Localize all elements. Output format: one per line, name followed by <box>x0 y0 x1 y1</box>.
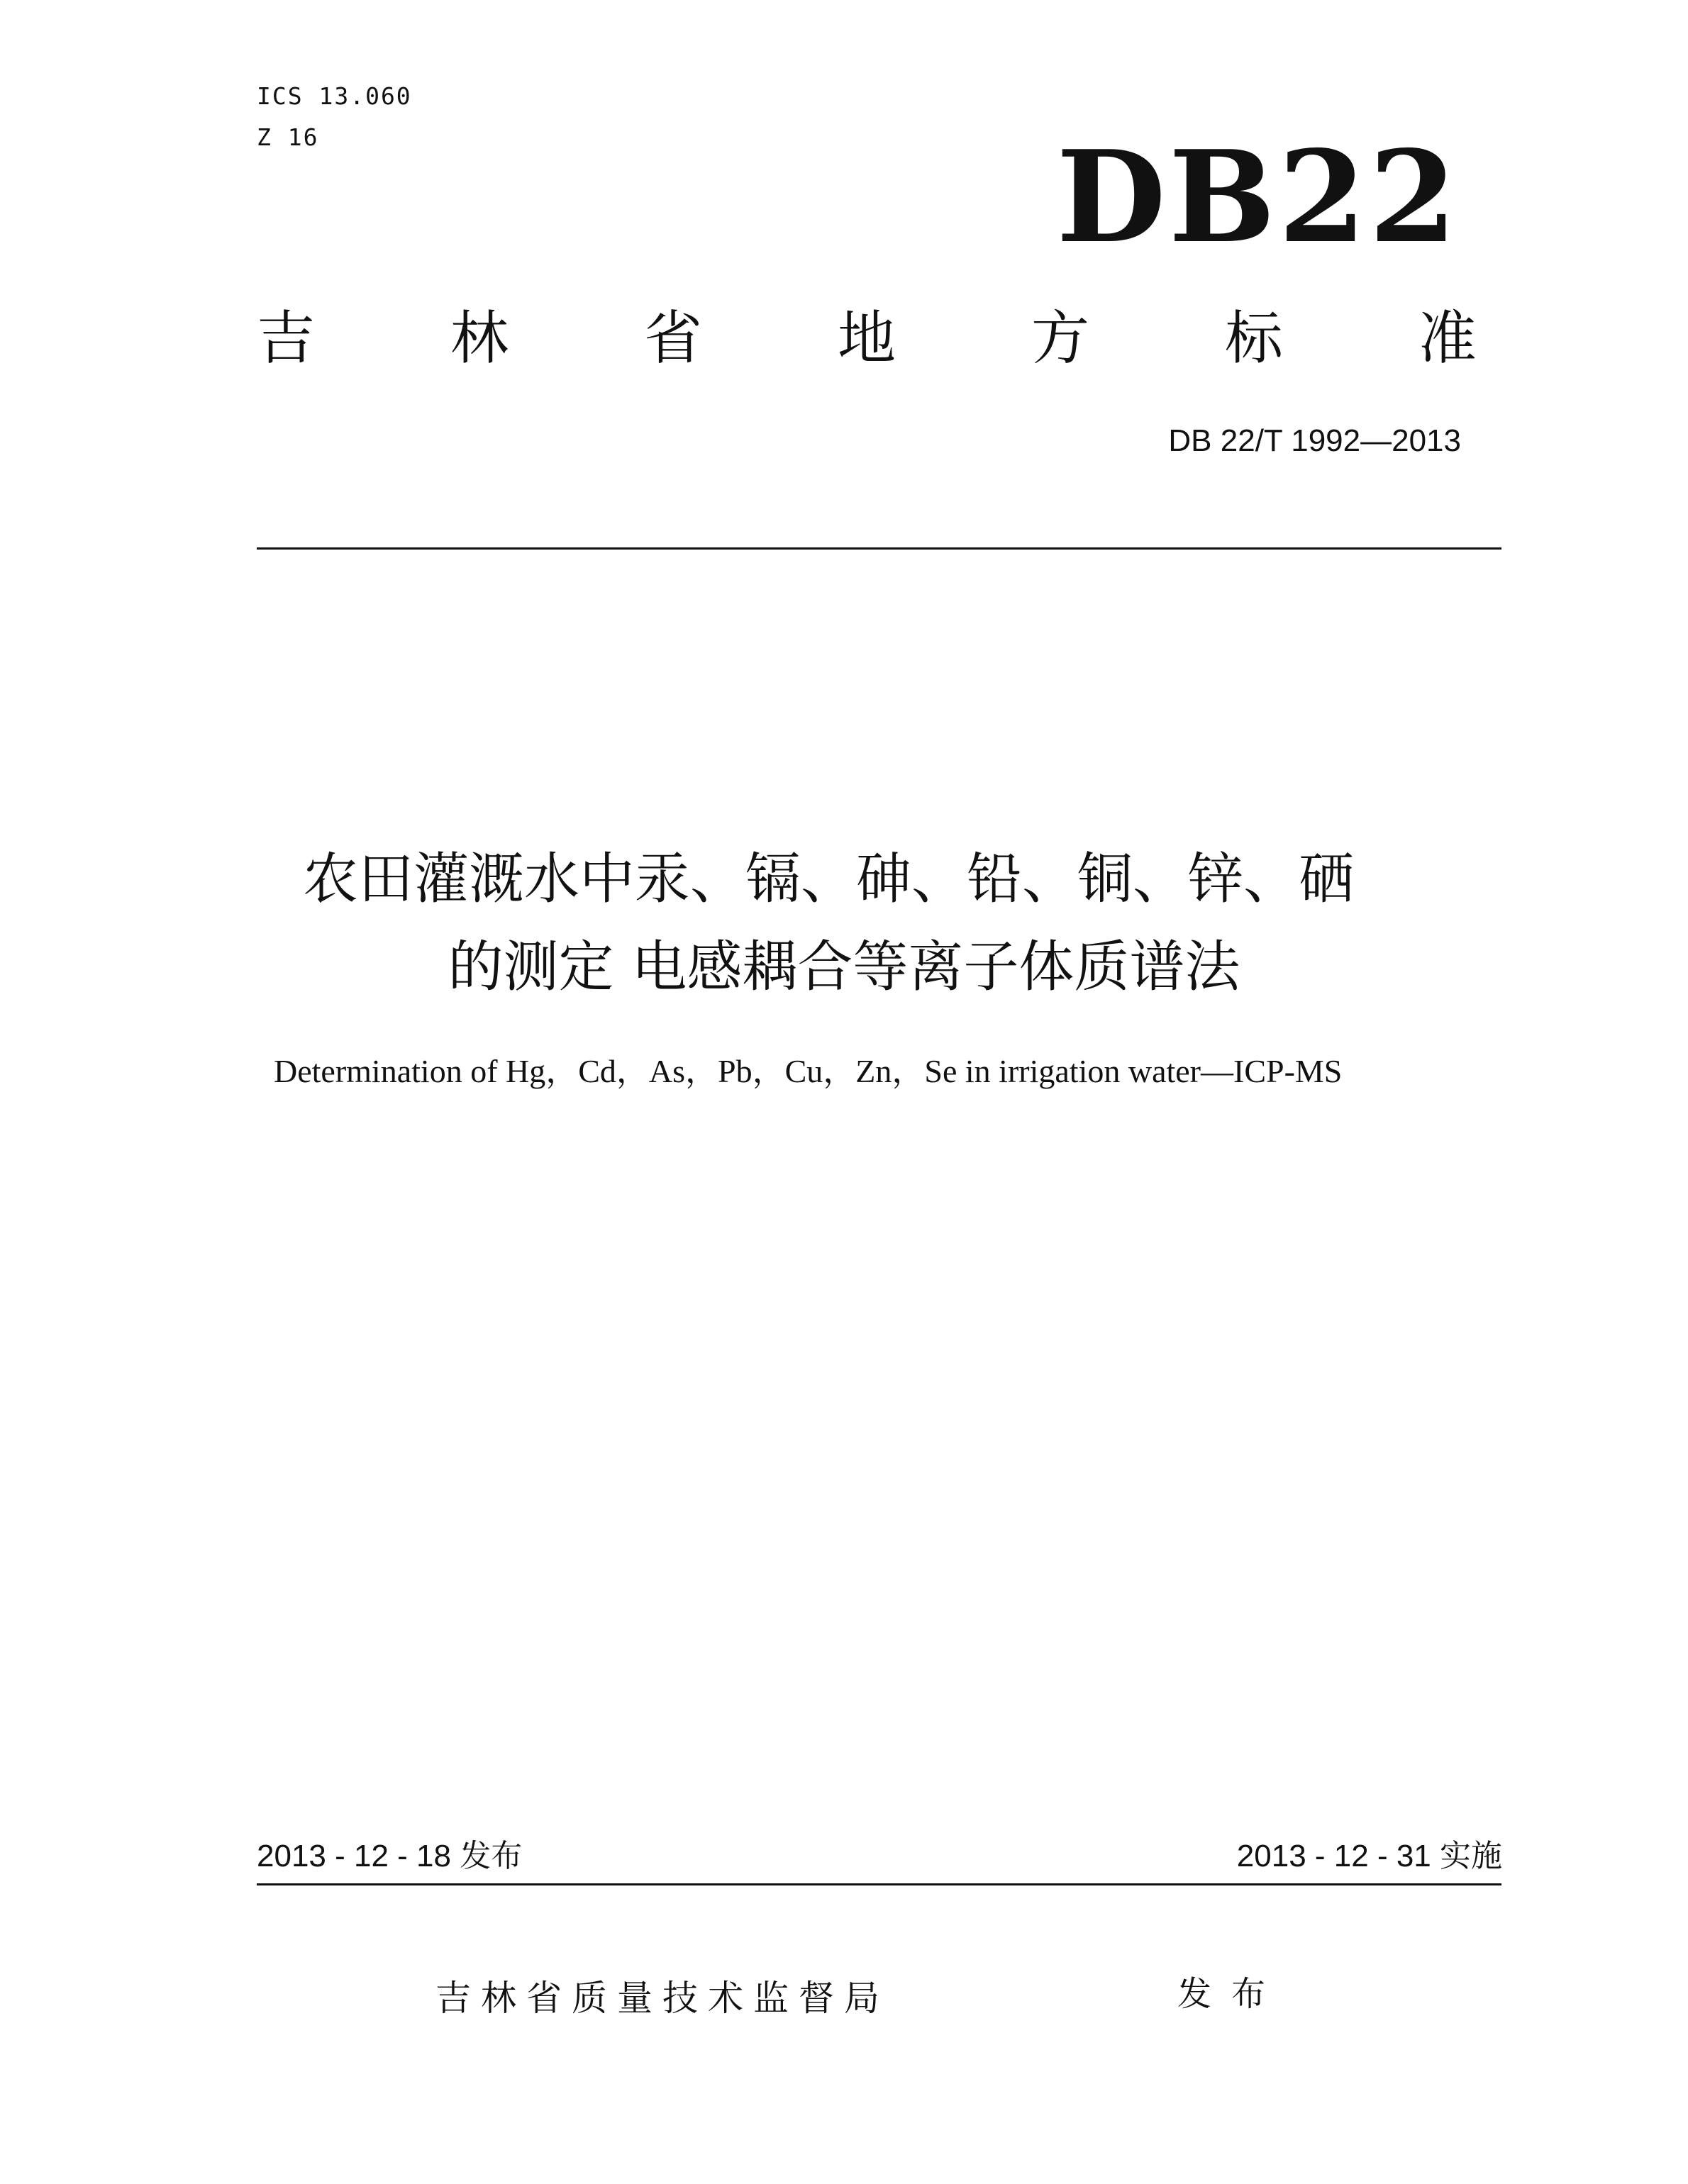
standard-number: DB 22/T 1992—2013 <box>1168 423 1461 458</box>
publish-label: 发布 <box>1177 1974 1286 2014</box>
chinese-title-line-1: 农田灌溉水中汞、镉、砷、铅、铜、锌、硒 <box>302 847 1354 911</box>
chinese-title <box>0 835 1688 1011</box>
standard-type-heading <box>257 303 1477 374</box>
standard-type-char: 准 <box>1418 305 1477 372</box>
english-title: Determination of Hg，Cd，As，Pb，Cu，Zn，Se in irrigation water—ICP-MS <box>274 1053 1343 1089</box>
header-divider <box>257 547 1501 550</box>
issue-date: 2013 - 12 - 18 发布 <box>257 1839 523 1873</box>
issuing-authority: 吉林省质量技术监督局 <box>435 1978 889 2019</box>
classification-code: Z 16 <box>257 123 319 151</box>
standard-type-char: 方 <box>1031 305 1089 372</box>
standard-logo: DB22 <box>1056 123 1460 271</box>
standard-type-char: 地 <box>837 305 896 372</box>
standard-type-char: 林 <box>450 305 509 372</box>
chinese-title-line-2: 的测定 电感耦合等离子体质谱法 <box>448 935 1240 999</box>
footer-divider <box>257 1883 1501 1885</box>
standard-type-char: 吉 <box>257 305 316 372</box>
standard-type-char: 标 <box>1224 305 1283 372</box>
ics-code: ICS 13.060 <box>257 82 412 110</box>
standard-type-char: 省 <box>643 305 702 372</box>
implementation-date: 2013 - 12 - 31 实施 <box>1236 1839 1502 1873</box>
